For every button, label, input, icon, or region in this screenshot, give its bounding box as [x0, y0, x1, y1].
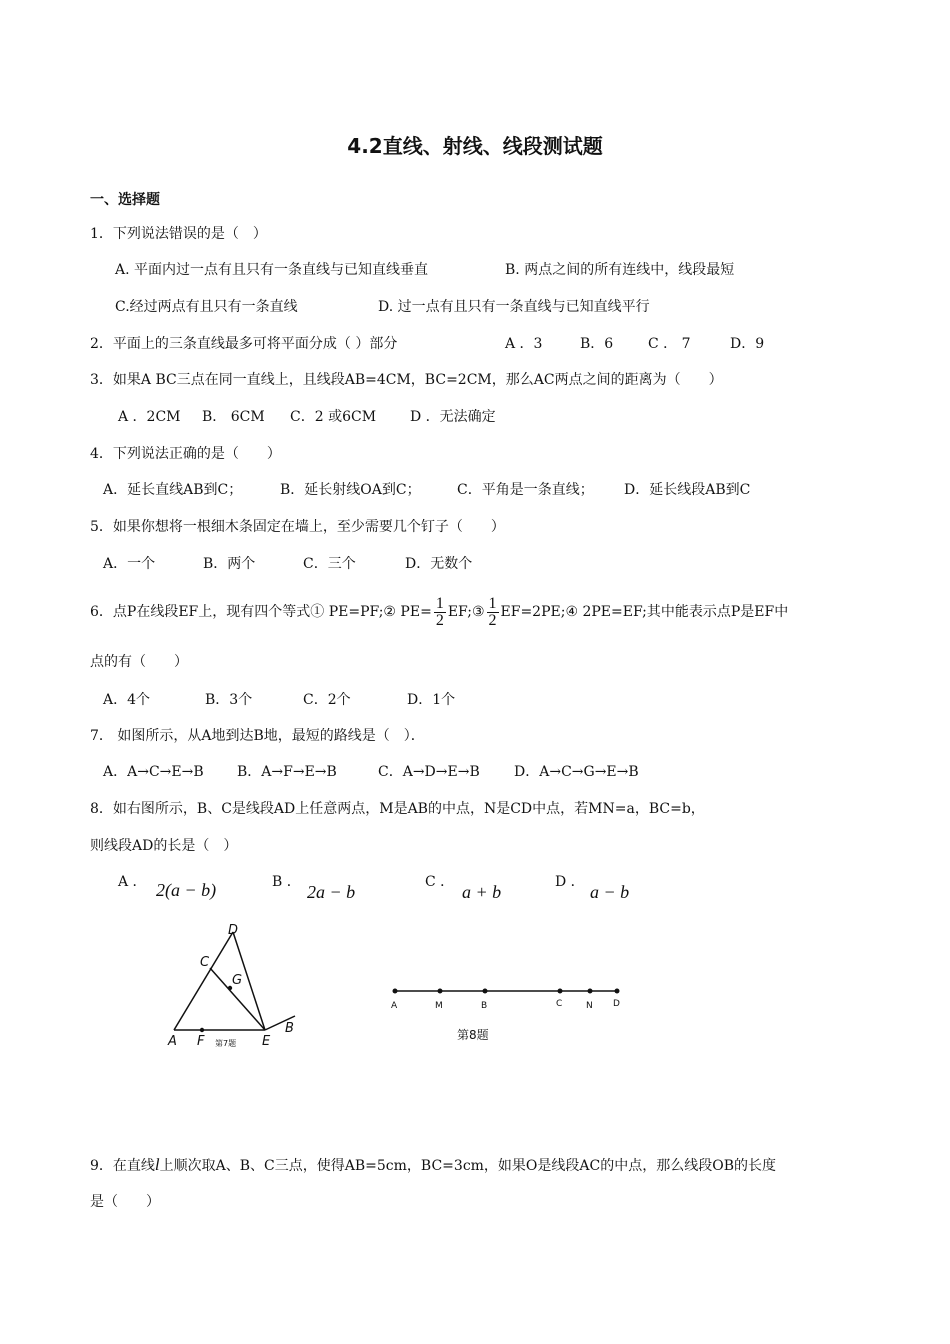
q8-option-d-expression: a − b: [590, 882, 630, 902]
q6-option-d: D．1个: [407, 692, 456, 708]
q4-stem: 4．下列说法正确的是（ ）: [90, 446, 281, 462]
q4-option-a: A．延长直线AB到C；: [103, 482, 243, 498]
q7-option-b: B．A→F→E→B: [237, 764, 337, 780]
page-title: 4.2直线、射线、线段测试题: [347, 134, 603, 158]
q8-option-a-expression: 2(a − b): [156, 880, 217, 900]
fig7-label-a: A: [168, 1034, 177, 1049]
q6-option-a: A．4个: [103, 692, 151, 708]
q8-option-c-expression: a + b: [462, 882, 502, 902]
q7-stem: 7． 如图所示，从A地到达B地，最短的路线是（ ）．: [90, 728, 425, 744]
figure-7: [160, 920, 310, 1055]
q6-stem-part-a: 6．点P在线段EF上，现有四个等式① PE=PF;② PE=: [90, 604, 432, 620]
q4-option-d: D．延长线段AB到C: [624, 482, 751, 498]
q8-stem-continued: 则线段AD的长是（ ）: [90, 838, 238, 854]
q8-option-c-label: C ．: [425, 874, 455, 890]
q5-stem: 5．如果你想将一根细木条固定在墙上，至少需要几个钉子（ ）: [90, 519, 505, 535]
fig8-label-a: A: [391, 1001, 398, 1011]
section-heading: 一、选择题: [90, 192, 160, 208]
q2-option-c: C ． 7: [648, 336, 691, 352]
q1-option-d: D. 过一点有且只有一条直线与已知直线平行: [378, 299, 650, 315]
q6-stem-part-b: EF;③: [447, 604, 485, 620]
q9-stem: [90, 1155, 776, 1176]
fig8-point-a: [393, 989, 398, 994]
fig7-point-f: [200, 1028, 204, 1032]
q5-option-d: D．无数个: [405, 556, 473, 572]
q1-option-c: C.经过两点有且只有一条直线: [115, 299, 298, 315]
q8-option-b-expression: 2a − b: [307, 882, 356, 902]
fig8-caption: 第8题: [457, 1028, 489, 1042]
q1-stem: 1．下列说法错误的是（ ）: [90, 226, 267, 242]
q6-stem-part-c: EF=2PE;④ 2PE=EF;其中能表示点P是EF中: [500, 604, 789, 620]
q8-option-b-label: B ．: [272, 874, 301, 890]
fig7-caption: 第7题: [215, 1039, 237, 1048]
q4-option-b: B．延长射线OA到C；: [280, 482, 421, 498]
fig8-point-d: [615, 989, 620, 994]
q5-option-b: B．两个: [203, 556, 256, 572]
q6-option-c: C．2个: [303, 692, 351, 708]
q6-fraction-2: [487, 596, 499, 629]
q6-fraction-2-den: 2: [488, 611, 497, 629]
q9-stem-part-b: 上顺次取A、B、C三点，使得AB=5cm，BC=3cm，如果O是线段AC的中点，那么线段OB的长度: [159, 1158, 776, 1174]
q6-stem: [90, 594, 788, 630]
q1-option-b: B. 两点之间的所有连线中，线段最短: [505, 262, 735, 278]
q6-fraction-2-num: 1: [488, 594, 497, 612]
q6-option-b: B．3个: [205, 692, 253, 708]
q7-option-c: C．A→D→E→B: [378, 764, 480, 780]
q4-option-c: C．平角是一条直线；: [457, 482, 594, 498]
q1-option-a: A. 平面内过一点有且只有一条直线与已知直线垂直: [115, 262, 429, 278]
fig7-segment-ad: [174, 932, 233, 1030]
q3-option-a: A ．2CM: [118, 409, 181, 425]
q9-line-variable: l: [154, 1155, 160, 1174]
q7-option-d: D．A→C→G→E→B: [514, 764, 639, 780]
fig7-label-c: C: [200, 955, 210, 970]
q2-option-d: D．9: [730, 336, 765, 352]
fig7-label-d: D: [228, 923, 239, 938]
q2-stem: 2．平面上的三条直线最多可将平面分成（ ）部分: [90, 336, 398, 352]
figure-8: [385, 975, 635, 1045]
q2-option-a: A ．3: [505, 336, 543, 352]
fig8-label-d: D: [613, 999, 620, 1009]
q3-option-c: C．2 或6CM: [290, 409, 377, 425]
q8-stem: 8．如右图所示，B、C是线段AD上任意两点，M是AB的中点，N是CD中点，若MN=a，BC=b，: [90, 801, 705, 817]
fig7-label-e: E: [262, 1034, 271, 1049]
q6-stem-continued: 点的有（ ）: [90, 654, 188, 670]
fig8-point-b: [483, 989, 488, 994]
fig8-point-m: [438, 989, 443, 994]
q6-fraction-1: [434, 596, 446, 629]
q6-fraction-1-num: 1: [435, 594, 444, 612]
q8-option-d-label: D ．: [555, 874, 585, 890]
q6-fraction-1-den: 2: [435, 611, 444, 629]
q2-option-b: B．6: [580, 336, 614, 352]
fig7-label-b: B: [285, 1021, 294, 1036]
q9-stem-continued: 是（ ）: [90, 1194, 160, 1210]
q3-option-d: D ．无法确定: [410, 409, 496, 425]
fig7-label-g: G: [232, 973, 243, 988]
fig7-label-f: F: [197, 1034, 205, 1049]
fig8-point-c: [558, 989, 563, 994]
q5-option-a: A．一个: [103, 556, 156, 572]
fig8-label-m: M: [435, 1001, 443, 1011]
q3-stem: 3．如果A BC三点在同一直线上，且线段AB=4CM，BC=2CM，那么AC两点之间的距离为（ ）: [90, 372, 723, 388]
fig8-label-n: N: [586, 1001, 593, 1011]
q8-option-a-label: A ．: [118, 874, 147, 890]
q5-option-c: C．三个: [303, 556, 356, 572]
fig8-point-n: [588, 989, 593, 994]
q7-option-a: A．A→C→E→B: [103, 764, 204, 780]
fig8-label-c: C: [556, 999, 563, 1009]
fig8-label-b: B: [481, 1001, 488, 1011]
q3-option-b: B． 6CM: [202, 409, 265, 425]
q9-stem-part-a: 9．在直线: [90, 1158, 155, 1174]
